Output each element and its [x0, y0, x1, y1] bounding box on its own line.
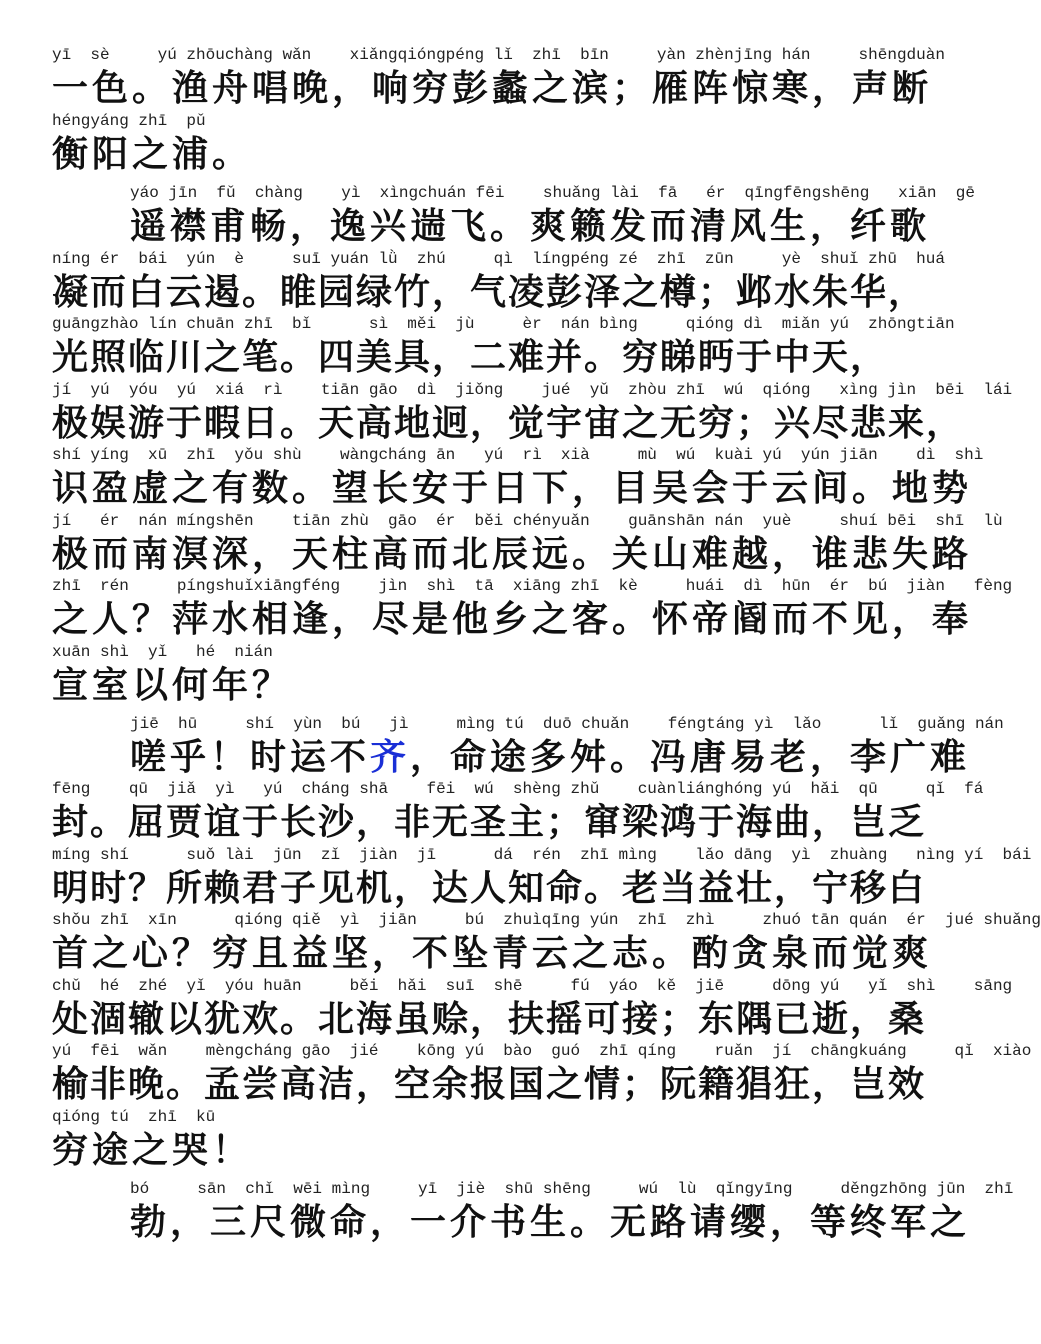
text-line-14	[52, 911, 1041, 977]
pinyin-annotation: shí yíng xū zhī yǒu shù wàngcháng ān yú rì xià mù wú kuài yú yún jiān dì shì	[52, 446, 984, 464]
hanzi-text: 首之心？穷且益坚，不坠青云之志。酌贪泉而觉爽	[52, 932, 933, 974]
text-line-8	[52, 512, 1003, 578]
text-line-10	[52, 643, 932, 709]
pinyin-annotation: héngyáng zhī pǔ	[52, 112, 206, 130]
text-line-15	[52, 977, 1013, 1043]
highlighted-character: 齐	[370, 736, 411, 778]
hanzi-text: 榆非晚。孟尝高洁，空余报国之情；阮籍猖狂，岂效	[52, 1063, 927, 1105]
text-line-17	[52, 1108, 932, 1174]
pinyin-annotation: níng ér bái yún è suī yuán lǜ zhú qì língpéng zé zhī zūn yè shuǐ zhū huá	[52, 250, 945, 268]
text-line-18	[130, 1180, 1014, 1246]
text-line-11	[130, 715, 1004, 781]
hanzi-text: 封。屈贾谊于长沙，非无圣主；窜梁鸿于海曲，岂乏	[52, 801, 927, 843]
text-line-9	[52, 577, 1013, 643]
pinyin-annotation: xuān shì yǐ hé nián	[52, 643, 273, 661]
text-line-16	[52, 1042, 1032, 1108]
hanzi-text: 衡阳之浦。	[52, 133, 253, 175]
hanzi-text: 勃，三尺微命，一介书生。无路请缨，等终军之	[130, 1201, 971, 1243]
hanzi-text: 识盈虚之有数。望长安于日下，目吴会于云间。地势	[52, 467, 973, 509]
text-line-13	[52, 846, 1032, 912]
text-line-2	[52, 112, 932, 178]
text-line-12	[52, 780, 984, 846]
hanzi-text: 极娱游于暇日。天高地迥，觉宇宙之无穷；兴尽悲来，	[52, 402, 965, 444]
hanzi-segment: ，命途多舛。冯唐易老，李广难	[410, 736, 971, 778]
hanzi-text	[130, 735, 971, 779]
text-line-6	[52, 381, 1013, 447]
pinyin-annotation: guāngzhào lín chuān zhī bǐ sì měi jù èr nán bìng qióng dì miǎn yú zhōngtiān	[52, 315, 955, 333]
pinyin-annotation: chǔ hé zhé yǐ yóu huān běi hǎi suī shē fú yáo kě jiē dōng yú yǐ shì sāng	[52, 977, 1013, 995]
hanzi-text: 凝而白云遏。睢园绿竹，气凌彭泽之樽；邺水朱华，	[52, 271, 927, 313]
pinyin-annotation: míng shí suǒ lài jūn zǐ jiàn jī dá rén zhī mìng lǎo dāng yì zhuàng nìng yí bái	[52, 846, 1032, 864]
pinyin-annotation: bó sān chǐ wēi mìng yī jiè shū shēng wú lù qǐngyīng děngzhōng jūn zhī	[130, 1180, 1014, 1198]
hanzi-text: 处涸辙以犹欢。北海虽赊，扶摇可接；东隅已逝，桑	[52, 998, 927, 1040]
pinyin-annotation: zhī rén píngshuǐxiāngféng jìn shì tā xiāng zhī kè huái dì hūn ér bú jiàn fèng	[52, 577, 1013, 595]
pinyin-annotation: jí ér nán míngshēn tiān zhù gāo ér běi chényuǎn guānshān nán yuè shuí bēi shī lù	[52, 512, 1003, 530]
hanzi-text: 宣室以何年？	[52, 664, 293, 706]
text-line-4	[52, 250, 945, 316]
pinyin-annotation: yī sè yú zhōuchàng wǎn xiǎngqióngpéng lǐ zhī bīn yàn zhènjīng hán shēngduàn	[52, 46, 945, 64]
text-line-1	[52, 46, 945, 112]
text-line-3	[130, 184, 975, 250]
pinyin-annotation: yú fēi wǎn mèngcháng gāo jié kōng yú bào guó zhī qíng ruǎn jí chāngkuáng qǐ xiào	[52, 1042, 1032, 1060]
pinyin-annotation: jí yú yóu yú xiá rì tiān gāo dì jiǒng jué yǔ zhòu zhī wú qióng xìng jìn bēi lái	[52, 381, 1013, 399]
pinyin-annotation: yáo jīn fǔ chàng yì xìngchuán fēi shuǎng lài fā ér qīngfēngshēng xiān gē	[130, 184, 975, 202]
hanzi-text: 一色。渔舟唱晚，响穷彭蠡之滨；雁阵惊寒，声断	[52, 67, 933, 109]
hanzi-text: 之人？萍水相逢，尽是他乡之客。怀帝阍而不见，奉	[52, 598, 973, 640]
hanzi-text: 极而南溟深，天柱高而北辰远。关山难越，谁悲失路	[52, 533, 973, 575]
text-line-5	[52, 315, 955, 381]
hanzi-segment: 嗟乎！时运不	[130, 736, 371, 778]
pinyin-annotation: shǒu zhī xīn qióng qiě yì jiān bú zhuìqīng yún zhī zhì zhuó tān quán ér jué shuǎng	[52, 911, 1041, 929]
hanzi-text: 光照临川之笔。四美具，二难并。穷睇眄于中天，	[52, 336, 889, 378]
hanzi-text: 穷途之哭！	[52, 1129, 253, 1171]
hanzi-text: 遥襟甫畅，逸兴遄飞。爽籁发而清风生，纤歌	[130, 205, 931, 247]
hanzi-text: 明时？所赖君子见机，达人知命。老当益壮，宁移白	[52, 867, 927, 909]
pinyin-annotation: qióng tú zhī kū	[52, 1108, 216, 1126]
pinyin-annotation: fēng qū jiǎ yì yú cháng shā fēi wú shèng zhǔ cuànliánghóng yú hǎi qū qǐ fá	[52, 780, 984, 798]
pinyin-annotation: jiē hū shí yùn bú jì mìng tú duō chuǎn féngtáng yì lǎo lǐ guǎng nán	[130, 715, 1004, 733]
text-line-7	[52, 446, 984, 512]
